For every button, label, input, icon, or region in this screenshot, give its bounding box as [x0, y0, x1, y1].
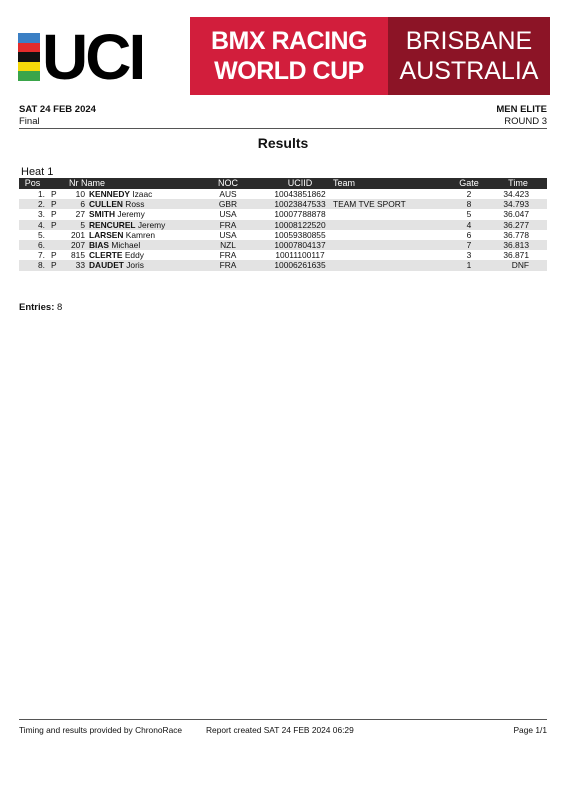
- col-ucid: UCIID: [287, 178, 313, 188]
- row-time: 34.793: [503, 199, 529, 210]
- row-pos: 1.: [38, 189, 45, 199]
- row-surname: KENNEDY: [89, 189, 130, 199]
- row-bib-number: 207: [71, 239, 85, 250]
- row-gate: 7: [466, 239, 472, 250]
- results-table: [19, 178, 547, 271]
- row-noc: FRA: [219, 219, 237, 230]
- page-title: Results: [257, 135, 309, 151]
- row-bib-number: 27: [75, 209, 85, 220]
- row-gate: 6: [466, 229, 472, 240]
- row-gate: 1: [466, 260, 472, 271]
- footer-divider: [19, 719, 547, 720]
- row-first-name: Ross: [125, 199, 145, 210]
- row-rider-name: [89, 260, 144, 270]
- row-surname: BIAS: [89, 239, 110, 250]
- row-surname: SMITH: [89, 209, 116, 220]
- row-bib-number: 6: [80, 199, 85, 210]
- table-body: [19, 189, 547, 271]
- table-row: [19, 230, 547, 240]
- row-rider-name: [89, 209, 145, 219]
- col-nr-name: Nr Name: [69, 178, 106, 188]
- row-time: 34.423: [503, 189, 529, 199]
- row-noc: AUS: [219, 189, 237, 199]
- row-ucid: 10043851862: [274, 189, 326, 199]
- row-pos: 4.: [38, 219, 45, 230]
- event-phase: Final: [19, 116, 40, 127]
- row-noc: USA: [219, 209, 237, 220]
- row-time: 36.047: [503, 209, 529, 220]
- row-pos: 7.: [38, 250, 45, 261]
- row-surname: DAUDET: [89, 260, 124, 271]
- table-row: [19, 199, 547, 209]
- row-gate: 2: [466, 189, 472, 199]
- row-rider-name: [89, 250, 144, 260]
- row-first-name: Kamren: [125, 229, 156, 240]
- row-noc: FRA: [219, 250, 237, 261]
- event-round: ROUND 3: [504, 116, 547, 127]
- row-team: TEAM TVE SPORT: [333, 199, 406, 210]
- row-first-name: Jeremy: [117, 209, 145, 220]
- col-noc: NOC: [218, 178, 238, 188]
- row-bib-number: 10: [75, 189, 85, 199]
- row-rider-name: [89, 199, 144, 209]
- location-box: [388, 17, 550, 95]
- row-first-name: Eddy: [124, 250, 144, 261]
- heat-title: Heat 1: [21, 166, 54, 178]
- row-gate: 8: [466, 199, 472, 210]
- event-name-line1: BMX RACING: [210, 27, 368, 55]
- footer-provider: Timing and results provided by ChronoRace: [19, 725, 183, 735]
- event-name-line2: WORLD CUP: [214, 57, 364, 85]
- row-time: DNF: [511, 260, 529, 271]
- row-noc: NZL: [220, 239, 236, 250]
- row-first-name: Joris: [126, 260, 144, 271]
- row-surname: LARSEN: [89, 229, 124, 240]
- row-ucid: 10007788878: [274, 209, 326, 220]
- row-pos: 2.: [38, 199, 45, 210]
- row-surname: RENCUREL: [89, 219, 136, 230]
- row-bib-number: 5: [80, 219, 85, 230]
- row-gate: 5: [466, 209, 472, 220]
- entries-count: [19, 302, 62, 313]
- row-p-flag: P: [51, 209, 57, 220]
- row-surname: CULLEN: [89, 199, 123, 210]
- row-bib-number: 201: [71, 229, 85, 240]
- event-category: MEN ELITE: [496, 104, 547, 115]
- footer-page-number: Page 1/1: [513, 725, 547, 735]
- row-gate: 4: [466, 219, 472, 230]
- row-pos: 3.: [38, 209, 45, 220]
- event-name-box: [190, 17, 388, 95]
- row-gate: 3: [466, 250, 472, 261]
- row-ucid: 10011100117: [275, 250, 325, 261]
- row-pos: 5.: [38, 229, 45, 240]
- uci-logo: [14, 17, 190, 95]
- row-bib-number: 33: [75, 260, 85, 271]
- row-ucid: 10023847533: [274, 199, 326, 210]
- row-p-flag: P: [51, 189, 57, 199]
- row-noc: GBR: [218, 199, 238, 210]
- row-ucid: 10008122520: [274, 219, 326, 230]
- row-p-flag: P: [51, 199, 57, 210]
- table-row: [19, 209, 547, 219]
- row-pos: 8.: [38, 260, 45, 271]
- col-time: Time: [508, 178, 528, 188]
- row-surname: CLERTE: [89, 250, 123, 261]
- row-rider-name: [89, 220, 165, 230]
- table-row: [19, 250, 547, 260]
- row-rider-name: [89, 230, 155, 240]
- location-line1: BRISBANE: [405, 27, 533, 55]
- col-team: Team: [333, 178, 356, 188]
- col-pos: Pos: [24, 178, 41, 188]
- row-ucid: 10059380855: [274, 229, 326, 240]
- row-rider-name: [89, 240, 140, 250]
- row-first-name: Jeremy: [137, 219, 166, 230]
- row-time: 36.871: [503, 250, 529, 261]
- row-p-flag: P: [51, 250, 57, 261]
- row-pos: 6.: [38, 239, 45, 250]
- row-rider-name: [89, 189, 152, 199]
- row-bib-number: 815: [71, 250, 85, 261]
- table-row: [19, 220, 547, 230]
- table-row: [19, 240, 547, 250]
- location-line2: AUSTRALIA: [399, 57, 539, 85]
- row-noc: FRA: [219, 260, 237, 271]
- row-first-name: Michael: [111, 239, 141, 250]
- row-noc: USA: [219, 229, 237, 240]
- event-date: SAT 24 FEB 2024: [19, 104, 96, 115]
- event-banner: [14, 17, 550, 95]
- table-header: [19, 178, 547, 189]
- col-gate: Gate: [459, 178, 479, 188]
- entries-label: Entries:: [19, 302, 55, 313]
- row-first-name: Izaac: [132, 189, 153, 199]
- uci-logo-text: UCI: [42, 21, 144, 93]
- footer-report-time: Report created SAT 24 FEB 2024 06:29: [206, 725, 354, 735]
- row-time: 36.778: [503, 229, 529, 240]
- table-row: [19, 189, 547, 199]
- rainbow-stripes-icon: [18, 33, 40, 81]
- row-p-flag: P: [51, 260, 57, 271]
- row-time: 36.277: [503, 219, 529, 230]
- header-divider: [19, 128, 547, 129]
- table-row: [19, 260, 547, 270]
- entries-value: 8: [57, 302, 63, 313]
- row-ucid: 10007804137: [274, 239, 326, 250]
- row-p-flag: P: [51, 219, 57, 230]
- row-ucid: 10006261635: [274, 260, 326, 271]
- row-time: 36.813: [503, 239, 529, 250]
